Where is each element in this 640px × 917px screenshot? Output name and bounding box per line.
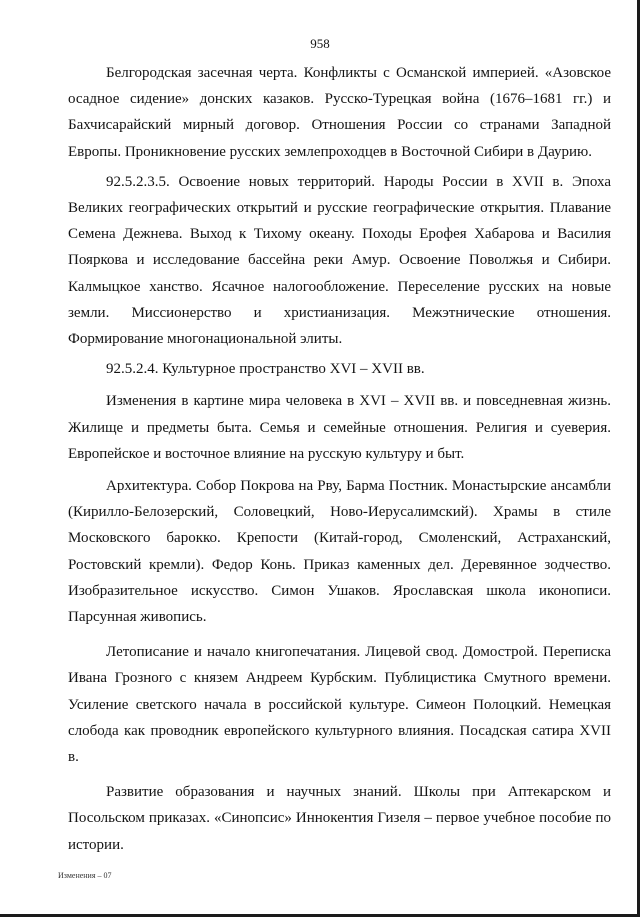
paragraph: Белгородская засечная черта. Конфликты с Османской империей. «Азовское осадное сидение» донских казаков. Русско-Турецкая война (1676–1681 гг.) и Бахчисарайский мирный договор. Отношения России со странами Западной Европы. Проникновение русских землепроходцев в Восточной Сибири в Даурию. bbox=[68, 65, 611, 160]
footer-note: Изменения – 07 bbox=[58, 871, 112, 880]
paragraph: Изменения в картине мира человека в XVI – XVII вв. и повседневная жизнь. Жилище и предметы быта. Семья и семейные отношения. Религия и суеверия. Европейское и восточное влияние на русскую культуру и быт. bbox=[68, 393, 611, 462]
body-text bbox=[68, 60, 611, 858]
paragraph: Развитие образования и научных знаний. Школы при Аптекарском и Посольском приказах. «Синопсис» Иннокентия Гизеля – первое учебное пособие по истории. bbox=[68, 784, 611, 853]
page-number: 958 bbox=[310, 36, 330, 51]
paragraph: Архитектура. Собор Покрова на Рву, Барма Постник. Монастырские ансамбли (Кирилло-Белозерский, Соловецкий, Ново-Иерусалимский). Храмы в стиле Московского барокко. Крепости (Китай-город, Смоленский, Астраханский, Ростовский кремли). Федор Конь. Приказ каменных дел. Деревянное зодчество. Изобразительное искусство. Симон Ушаков. Ярославская школа иконописи. Парсунная живопись. bbox=[68, 478, 611, 626]
section-heading: 92.5.2.4. Культурное пространство XVI – XVII вв. bbox=[106, 361, 425, 378]
paragraph: Летописание и начало книгопечатания. Лицевой свод. Домострой. Переписка Ивана Грозного с князем Андреем Курбским. Публицистика Смутного времени. Усиление светского начала в российской культуре. Симеон Полоцкий. Немецкая слобода как проводник европейского культурного влияния. Посадская сатира XVII в. bbox=[68, 644, 611, 766]
paragraph: 92.5.2.3.5. Освоение новых территорий. Народы России в XVII в. Эпоха Великих географических открытий и русские географические открытия. Плавание Семена Дежнева. Выход к Тихому океану. Походы Ерофея Хабарова и Василия Пояркова и исследование бассейна реки Амур. Освоение Поволжья и Сибири. Калмыцкое ханство. Ясачное налогообложение. Переселение русских на новые земли. Миссионерство и христианизация. Межэтнические отношения. Формирование многонациональной элиты. bbox=[68, 173, 611, 348]
